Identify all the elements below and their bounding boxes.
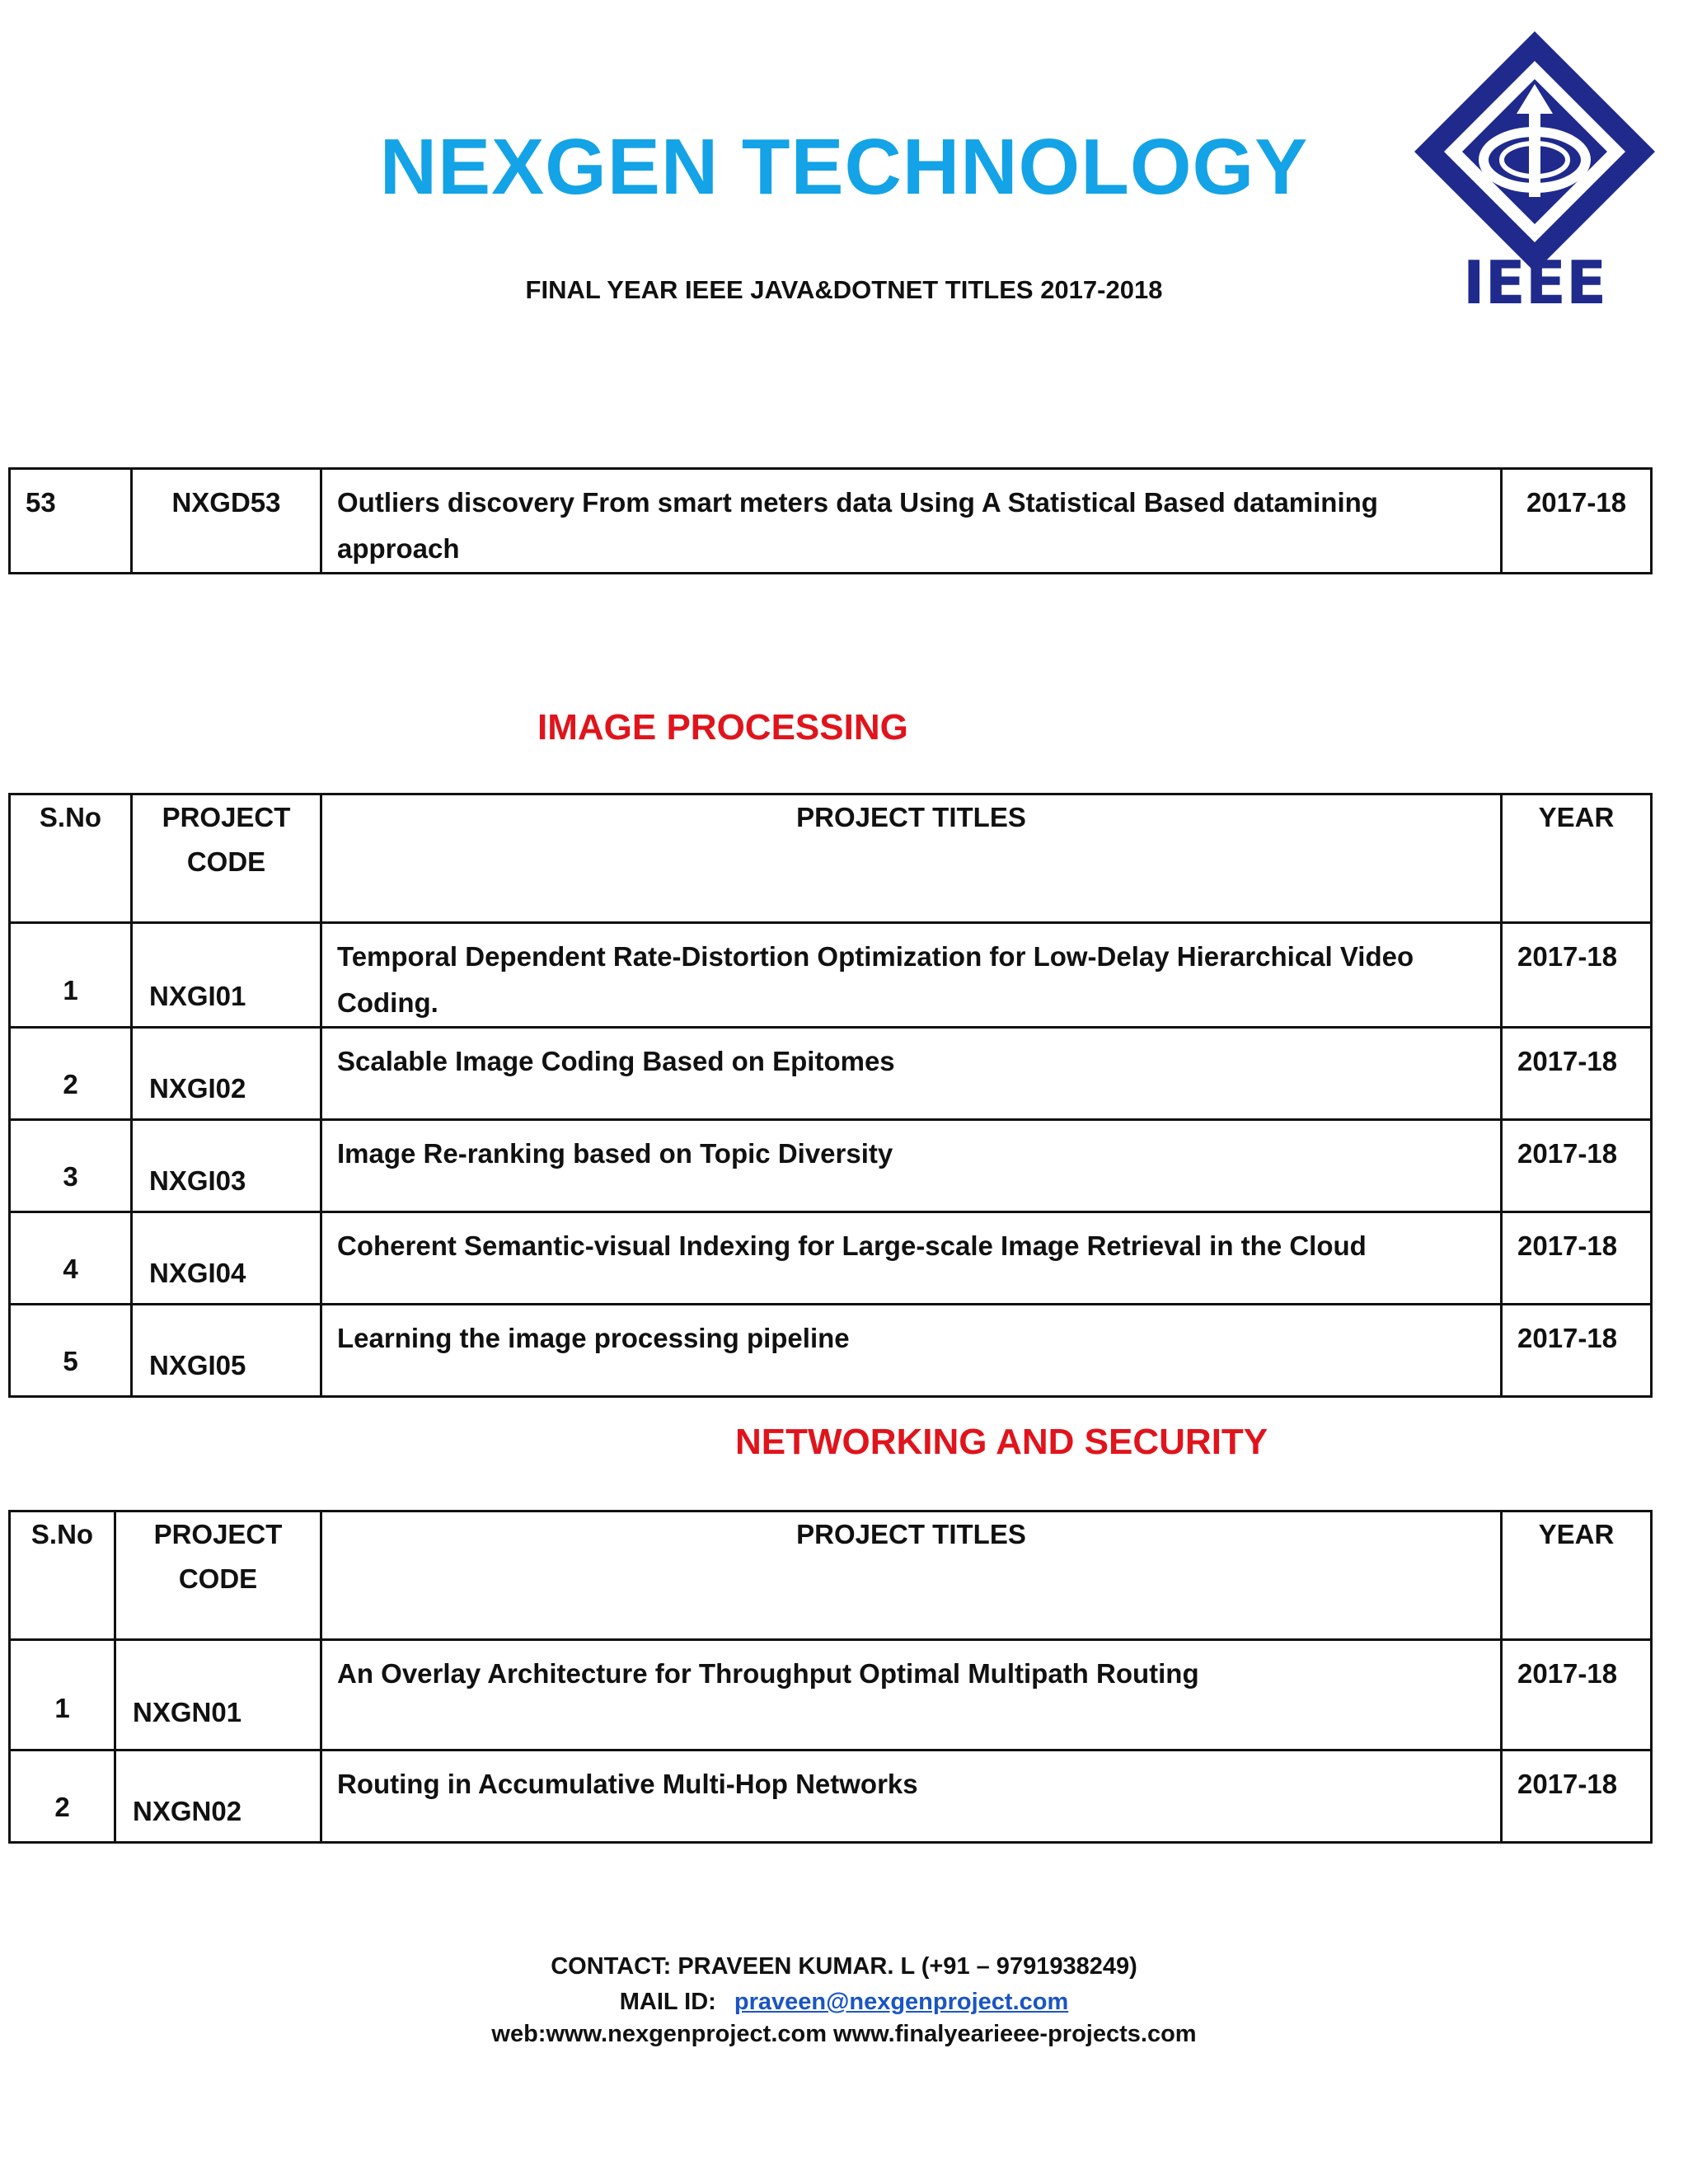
header-year: YEAR xyxy=(1502,1511,1652,1640)
footer-contact: CONTACT: PRAVEEN KUMAR. L (+91 – 9791938249) xyxy=(551,1953,1137,1980)
title-cell: An Overlay Architecture for Throughput Optimal Multipath Routing xyxy=(321,1640,1502,1750)
header-sno: S.No xyxy=(10,794,132,923)
year-cell: 2017-18 xyxy=(1502,469,1652,574)
code-cell: NXGN02 xyxy=(115,1750,321,1843)
ieee-logo xyxy=(1411,28,1658,308)
code-cell: NXGI03 xyxy=(132,1120,321,1212)
header-titles: PROJECT TITLES xyxy=(321,1511,1502,1640)
mail-link[interactable]: praveen@nexgenproject.com xyxy=(734,1989,1069,2015)
ieee-logo-text: IEEE xyxy=(1462,248,1607,308)
header-titles: PROJECT TITLES xyxy=(321,794,1502,923)
table-row xyxy=(10,1028,1652,1120)
sno-cell: 1 xyxy=(10,923,132,1028)
section-heading-networking-security: NETWORKING AND SECURITY xyxy=(735,1422,1268,1462)
sno-cell: 4 xyxy=(10,1212,132,1305)
sno-cell: 2 xyxy=(10,1750,115,1843)
table-row xyxy=(10,1120,1652,1212)
title-cell: Temporal Dependent Rate-Distortion Optimization for Low-Delay Hierarchical Video Coding. xyxy=(321,923,1502,1028)
sno-cell: 53 xyxy=(10,469,132,574)
networking-table xyxy=(8,1510,1653,1844)
sno-cell: 2 xyxy=(10,1028,132,1120)
code-cell: NXGD53 xyxy=(132,469,321,574)
table-row xyxy=(10,469,1652,574)
title-cell: Outliers discovery From smart meters data Using A Statistical Based datamining approach xyxy=(321,469,1502,574)
header-code: PROJECT CODE xyxy=(115,1511,321,1640)
footer-mail xyxy=(0,1989,1688,2016)
header-year: YEAR xyxy=(1502,794,1652,923)
table-header-row xyxy=(10,1511,1652,1640)
title-cell: Scalable Image Coding Based on Epitomes xyxy=(321,1028,1502,1120)
image-processing-table xyxy=(8,793,1653,1398)
company-title: NEXGEN TECHNOLOGY xyxy=(379,123,1309,211)
title-cell: Coherent Semantic-visual Indexing for Large-scale Image Retrieval in the Cloud xyxy=(321,1212,1502,1305)
table-row xyxy=(10,1640,1652,1750)
year-cell: 2017-18 xyxy=(1502,1305,1652,1397)
year-cell: 2017-18 xyxy=(1502,1120,1652,1212)
code-cell: NXGN01 xyxy=(115,1640,321,1750)
title-cell: Learning the image processing pipeline xyxy=(321,1305,1502,1397)
code-cell: NXGI05 xyxy=(132,1305,321,1397)
section-heading-image-processing: IMAGE PROCESSING xyxy=(537,707,908,748)
code-cell: NXGI01 xyxy=(132,923,321,1028)
table-row xyxy=(10,1212,1652,1305)
header-sno: S.No xyxy=(10,1511,115,1640)
year-cell: 2017-18 xyxy=(1502,1212,1652,1305)
code-cell: NXGI02 xyxy=(132,1028,321,1120)
sno-cell: 5 xyxy=(10,1305,132,1397)
header-code: PROJECT CODE xyxy=(132,794,321,923)
mail-label: MAIL ID: xyxy=(619,1989,716,2015)
code-cell: NXGI04 xyxy=(132,1212,321,1305)
year-cell: 2017-18 xyxy=(1502,1028,1652,1120)
continuation-table xyxy=(8,467,1653,574)
year-cell: 2017-18 xyxy=(1502,1640,1652,1750)
year-cell: 2017-18 xyxy=(1502,1750,1652,1843)
year-cell: 2017-18 xyxy=(1502,923,1652,1028)
table-header-row xyxy=(10,794,1652,923)
document-subtitle: FINAL YEAR IEEE JAVA&DOTNET TITLES 2017-2018 xyxy=(525,275,1163,304)
table-row xyxy=(10,1305,1652,1397)
title-cell: Routing in Accumulative Multi-Hop Networks xyxy=(321,1750,1502,1843)
table-row xyxy=(10,923,1652,1028)
table-row xyxy=(10,1750,1652,1843)
sno-cell: 3 xyxy=(10,1120,132,1212)
title-cell: Image Re-ranking based on Topic Diversity xyxy=(321,1120,1502,1212)
footer-web: web:www.nexgenproject.com www.finalyearieee-projects.com xyxy=(491,2021,1197,2047)
sno-cell: 1 xyxy=(10,1640,115,1750)
